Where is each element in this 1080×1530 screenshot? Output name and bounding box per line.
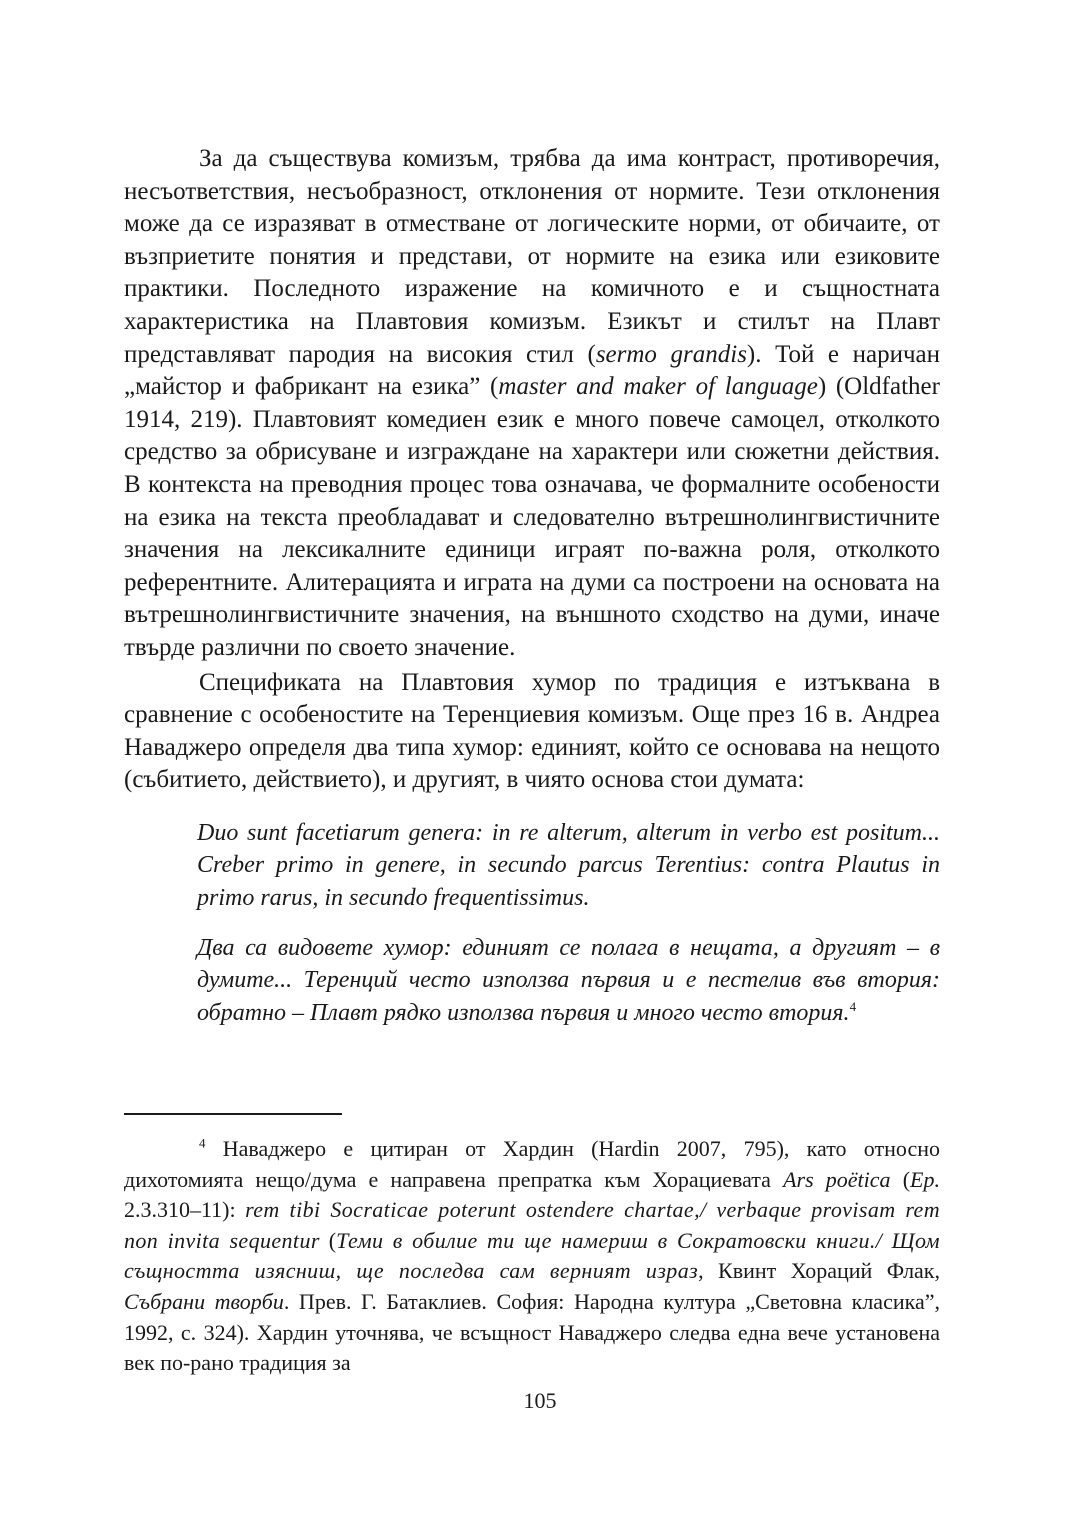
quote-bulgarian (197, 932, 940, 1030)
paragraph-1 (124, 143, 940, 665)
p1-italic-sermo-grandis: sermo grandis (595, 340, 747, 368)
p1-text-1: За да съществува комизъм, трябва да има контраст, противоречия, несъответствия, несъобразност, отклонения от нормите. Тези отклонения може да се изразяват в отместване от логическите норми, от обичаите, от възприетите понятия и представи, от нормите на езика или езиковите практики. Последното изражение на комичното е и същностната характеристика на Плавтовия комизъм. Езикът и стилът на Плавт представляват пародия на високия стил ( (124, 145, 940, 368)
fn-text-1: Наваджеро е цитиран от Хардин (Hardin 2007, 795), като относно дихотомията нещо/дума е направена препратка към Хорациевата (124, 1136, 940, 1192)
footnote-4 (124, 1134, 940, 1379)
main-text (124, 143, 940, 1029)
quote-latin-text: Duo sunt facetiarum genera: in re alterum, alterum in verbo est positum... Creber primo in genere, in secundo parcus Terentius: contra Plautus in primo rarus, in secundo frequentissimus. (197, 819, 940, 912)
fn-italic-bulgarian-translation: Теми в обилие ти ще намериш в Сократовски книги./ Щом същността изясниш, ще последва сам верният израз (124, 1227, 940, 1284)
quote-bulgarian-text: Два са видовете хумор: единият се полага в нещата, а другият – в думите... Теренций често използва първия и е пестелив във втория: обратно – Плавт рядко използва първия и много често втория. (197, 934, 940, 1026)
fn-text-2: ( (890, 1166, 911, 1192)
p1-text-3: ) (Oldfather 1914, 219). Плавтовият комедиен език е много повече самоцел, отколкото средство за обрисуване и изграждане на характери или сюжетни действия. В контекста на преводния процес това означава, че формалните особености на езика на текста преобладават и следователно вътрешнолингвистичните значения на лексикалните единици играят по-важна роля, отколкото референтните. Алитерацията и играта на думи са построени на основата на вътрешнолингвистичните значения, на външното сходство на думи, иначе твърде различни по своето значение. (124, 373, 940, 661)
fn-italic-latin-quote: rem tibi Socraticae poterunt ostendere chartae,/ verbaque provisam rem non invita sequentur (124, 1197, 941, 1253)
p1-text-2: ). Той е наричан „майстор и фабрикант на езика” ( (124, 340, 941, 401)
fn-text-4: ( (319, 1227, 337, 1253)
footnote-separator (124, 1113, 342, 1115)
fn-text-6: . Прев. Г. Батаклиев. София: Народна култура „Световна класика”, 1992, с. 324). Хардин уточнява, че всъщност Наваджеро следва една вече установена век по-рано традиция за (124, 1288, 940, 1376)
fn-text-3: 2.3.310–11): (124, 1197, 246, 1223)
footnote-reference[interactable]: 4 (849, 998, 857, 1014)
page-number: 105 (523, 1388, 557, 1413)
quote-latin (197, 817, 940, 915)
fn-italic-ep: Ep. (910, 1166, 940, 1192)
p2-text: Спецификата на Плавтовия хумор по традиция е изтъквана в сравнение с особеностите на Теренциевия комизъм. Още през 16 в. Андреа Наваджеро определя два типа хумор: единият, който се основава на нещото (събитието, действието), и другият, в чиято основа стои думата: (124, 668, 940, 794)
paragraph-2 (124, 667, 940, 797)
fn-italic-sabrani-tvorbi: Събрани творби (124, 1288, 284, 1314)
fn-text-5: , Квинт Хораций Флак, (698, 1258, 940, 1284)
p1-italic-master-maker: master and maker of language (498, 373, 818, 401)
fn-italic-ars-poetica: Ars poëtica (783, 1166, 891, 1192)
footnote-number: 4 (199, 1135, 206, 1151)
